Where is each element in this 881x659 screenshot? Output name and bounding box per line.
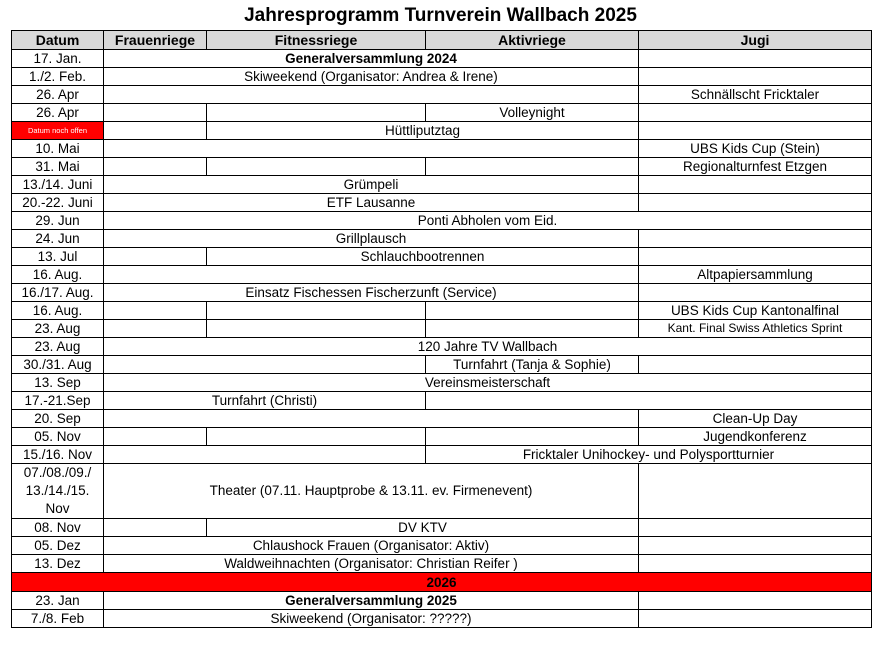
table-row [12,374,872,392]
table-row [12,266,872,284]
date-cell: 1./2. Feb. [12,68,104,86]
table-row [12,212,872,230]
date-cell: 16. Aug. [12,302,104,320]
event-cell: Regionalturnfest Etzgen [639,158,872,176]
date-cell: 23. Aug [12,320,104,338]
table-row [12,592,872,610]
page-title: Jahresprogramm Turnverein Wallbach 2025 [244,5,637,26]
table-row [12,230,872,248]
empty-cell [104,140,639,158]
table-row [12,122,872,140]
event-cell: Altpapiersammlung [639,266,872,284]
date-cell: 13. Sep [12,374,104,392]
date-cell: 16./17. Aug. [12,284,104,302]
event-cell: Ponti Abholen vom Eid. [104,212,872,230]
empty-cell [426,320,639,338]
date-cell: 15./16. Nov [12,446,104,464]
date-cell: 7./8. Feb [12,610,104,628]
date-cell: 13. Dez [12,555,104,573]
event-cell: Grillplausch [104,230,639,248]
empty-cell [639,464,872,519]
empty-cell [104,320,207,338]
table-row [12,338,872,356]
empty-cell [639,592,872,610]
header-frauenriege: Frauenriege [104,31,207,50]
empty-cell [426,428,639,446]
empty-cell [207,158,426,176]
event-cell: Generalversammlung 2025 [104,592,639,610]
event-cell: DV KTV [207,519,639,537]
date-cell: 20.-22. Juni [12,194,104,212]
empty-cell [104,356,426,374]
empty-cell [639,519,872,537]
empty-cell [104,122,207,140]
empty-cell [104,446,426,464]
empty-cell [426,392,872,410]
date-cell: 05. Dez [12,537,104,555]
empty-cell [426,302,639,320]
empty-cell [104,302,207,320]
empty-cell [639,356,872,374]
event-cell: Waldweihnachten (Organisator: Christian Reifer ) [104,555,639,573]
event-cell: Schlauchbootrennen [207,248,639,266]
table-body [12,50,872,628]
event-cell: ETF Lausanne [104,194,639,212]
date-cell: 17. Jan. [12,50,104,68]
event-cell: Turnfahrt (Christi) [104,392,426,410]
header-fitnessriege: Fitnessriege [207,31,426,50]
program-table [11,30,872,628]
table-row [12,158,872,176]
empty-cell [104,104,207,122]
empty-cell [207,104,426,122]
year-divider: 2026 [12,573,872,592]
table-row [12,284,872,302]
empty-cell [639,284,872,302]
empty-cell [639,194,872,212]
date-cell: 26. Apr [12,104,104,122]
table-row [12,446,872,464]
empty-cell [207,320,426,338]
table-row [12,392,872,410]
event-cell: Kant. Final Swiss Athletics Sprint [639,320,872,338]
date-cell: 05. Nov [12,428,104,446]
empty-cell [639,50,872,68]
header-jugi: Jugi [639,31,872,50]
table-row [12,194,872,212]
date-cell: 23. Aug [12,338,104,356]
event-cell: Einsatz Fischessen Fischerzunft (Service) [104,284,639,302]
empty-cell [426,158,639,176]
date-cell: 10. Mai [12,140,104,158]
header-datum: Datum [12,31,104,50]
event-cell: UBS Kids Cup (Stein) [639,140,872,158]
table-row [12,464,872,519]
empty-cell [639,248,872,266]
empty-cell [104,519,207,537]
table-row [12,302,872,320]
date-cell: 16. Aug. [12,266,104,284]
date-cell: 31. Mai [12,158,104,176]
date-cell: 08. Nov [12,519,104,537]
empty-cell [104,158,207,176]
year-divider-row [12,573,872,592]
event-cell: Grümpeli [104,176,639,194]
table-row [12,610,872,628]
event-cell: Skiweekend (Organisator: Andrea & Irene) [104,68,639,86]
table-row [12,410,872,428]
event-cell: Theater (07.11. Hauptprobe & 13.11. ev. Firmenevent) [104,464,639,519]
empty-cell [639,610,872,628]
table-row [12,176,872,194]
event-cell: Turnfahrt (Tanja & Sophie) [426,356,639,374]
empty-cell [207,428,426,446]
event-cell: Skiweekend (Organisator: ?????) [104,610,639,628]
date-cell: 23. Jan [12,592,104,610]
event-cell: Vereinsmeisterschaft [104,374,872,392]
table-row [12,519,872,537]
empty-cell [104,266,639,284]
date-cell: 07./08./09./ 13./14./15. Nov [12,464,104,519]
table-row [12,248,872,266]
empty-cell [639,104,872,122]
empty-cell [104,410,639,428]
event-cell: Chlaushock Frauen (Organisator: Aktiv) [104,537,639,555]
header-aktivriege: Aktivriege [426,31,639,50]
table-row [12,320,872,338]
table-row [12,555,872,573]
table-row [12,50,872,68]
empty-cell [639,537,872,555]
event-cell: UBS Kids Cup Kantonalfinal [639,302,872,320]
empty-cell [639,230,872,248]
date-cell: 20. Sep [12,410,104,428]
empty-cell [104,86,639,104]
event-cell: Clean-Up Day [639,410,872,428]
header-row [12,31,872,50]
event-cell: Volleynight [426,104,639,122]
date-cell: 24. Jun [12,230,104,248]
table-row [12,68,872,86]
date-cell: 13./14. Juni [12,176,104,194]
event-cell: Schnällscht Fricktaler [639,86,872,104]
empty-cell [104,428,207,446]
empty-cell [207,302,426,320]
event-cell: 120 Jahre TV Wallbach [104,338,872,356]
empty-cell [639,68,872,86]
event-cell: Hüttliputztag [207,122,639,140]
table-row [12,86,872,104]
empty-cell [639,122,872,140]
date-cell: 29. Jun [12,212,104,230]
empty-cell [639,555,872,573]
date-cell: 17.-21.Sep [12,392,104,410]
empty-cell [639,176,872,194]
date-cell: 26. Apr [12,86,104,104]
event-cell: Fricktaler Unihockey- und Polysportturnier [426,446,872,464]
table-row [12,537,872,555]
table-row [12,356,872,374]
event-cell: Jugendkonferenz [639,428,872,446]
table-row [12,140,872,158]
table-row [12,104,872,122]
event-cell: Generalversammlung 2024 [104,50,639,68]
table-row [12,428,872,446]
date-cell: 13. Jul [12,248,104,266]
date-cell: Datum noch offen [12,122,104,140]
date-cell: 30./31. Aug [12,356,104,374]
empty-cell [104,248,207,266]
